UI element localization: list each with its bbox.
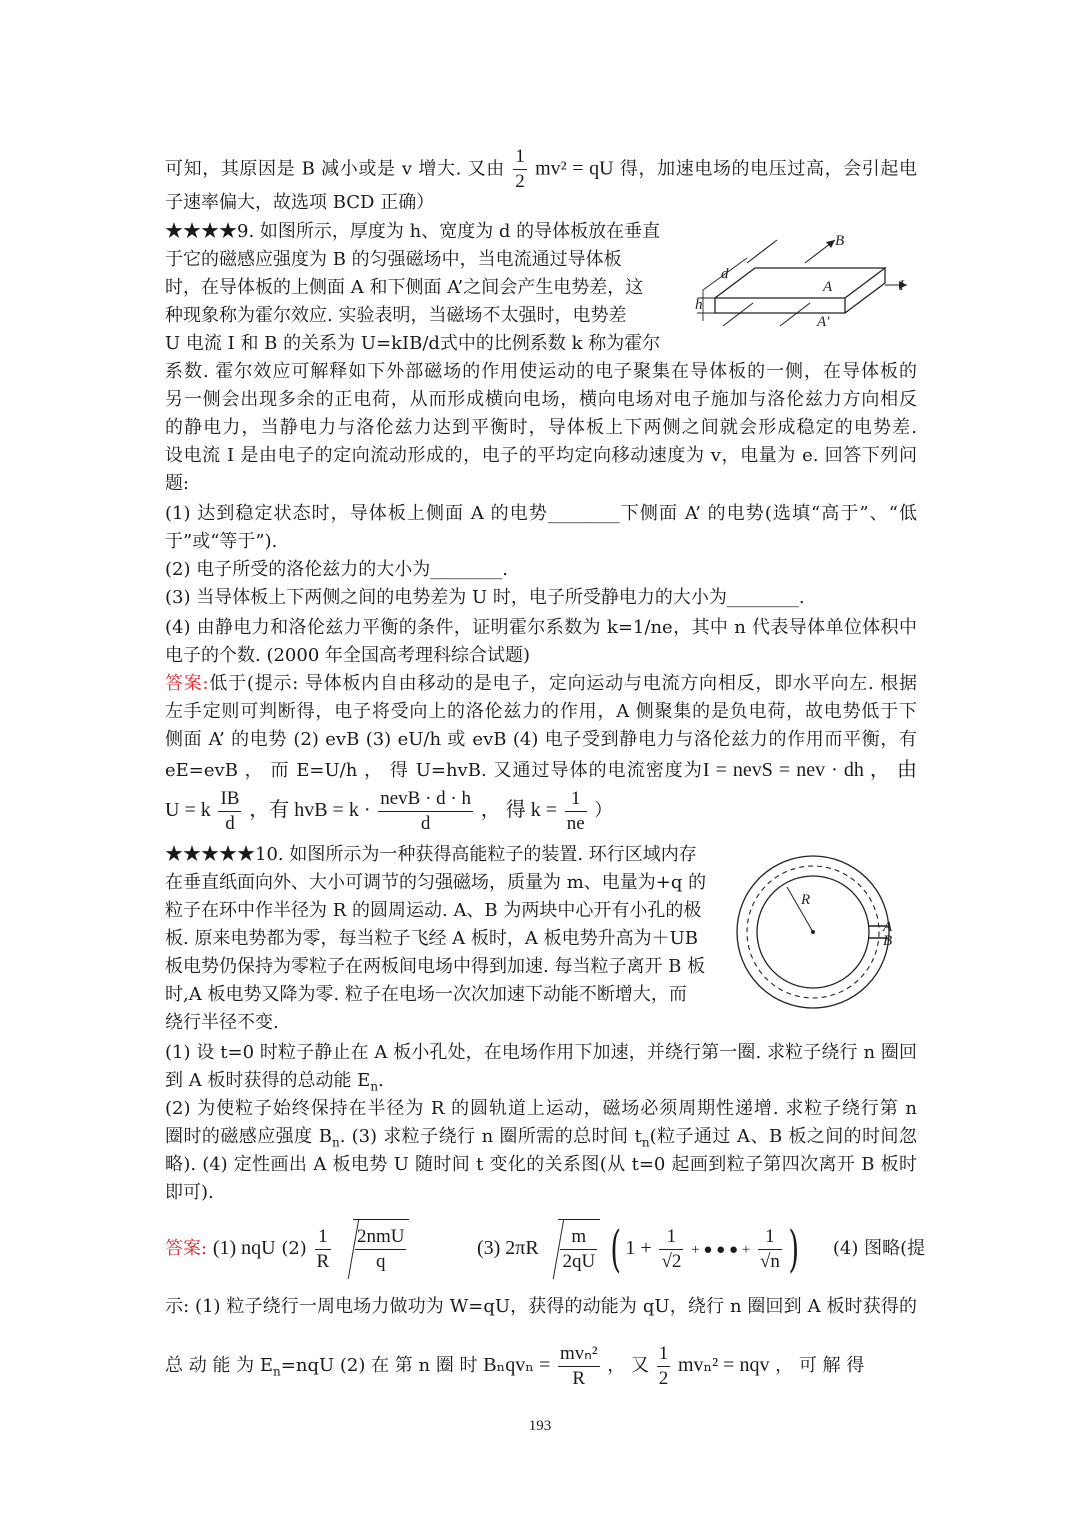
question-10-2: (2) 为使粒子始终保持在半径为 R 的圆轨道上运动，磁场必须周期性递增. 求粒子绕行第 n: [165, 1098, 917, 1119]
label-B: B: [835, 233, 845, 249]
text-line: 另一侧会出现多余的正电荷，从而形成横向电场，横向电场对电子施加与洛伦兹力方向相反: [165, 389, 917, 410]
question-3: (3) 当导体板上下两侧之间的电势差为 U 时，电子所受静电力的大小为________.: [165, 587, 805, 608]
text-line: 即可).: [165, 1182, 214, 1203]
label-A: A: [823, 279, 833, 295]
text-line: U 电流 I 和 B 的关系为 U=kIB/d式中的比例系数 k 称为霍尔: [165, 333, 661, 354]
square-root: $\frac{\text{2nmU}}{q}$: [353, 1219, 410, 1280]
formula-line: U = k $\frac{IB}{d}$ ，有 hvB = k · $\frac{\text{nevB · d · h}}{d}$ ， 得 k = $\frac{1}{ne}$ ）: [165, 787, 613, 834]
text-line: 绕行半径不变.: [165, 1012, 279, 1033]
text-line: 板. 原来电势都为零，每当粒子飞经 A 板时，A 板电势升高为＋UB: [165, 928, 699, 949]
text-line: 略). (4) 定性画出 A 板电势 U 随时间 t 变化的关系图(从 t=0 起画到粒子第四次离开 B 板时: [165, 1154, 917, 1175]
text-line: eE=evB ， 而 E=U/h ， 得 U=hvB. 又通过导体的电流密度为I = nevS = nev · dh ， 由: [165, 759, 917, 781]
problem-10-heading: ★★★★★10. 如图所示为一种获得高能粒子的装置. 环行区域内存: [165, 844, 697, 865]
question-4: (4) 由静电力和洛伦兹力平衡的条件，证明霍尔系数为 k=1/ne，其中 n 代表导体单位体积中: [165, 617, 917, 638]
square-root: $\frac{m}{2qU}$: [558, 1219, 600, 1280]
answer-10: 答案: (1) nqU (2) $\frac{1}{R}$ $\frac{\text{2nmU}}{q}$ (3) 2πR $\frac{m}{2qU}$ ( 1 + $\frac{1}{√2}$ + ● ● ● + $\frac{1}{√n}$ ) (4) 图略(提: [165, 1220, 926, 1278]
text-line: 圈时的磁感应强度 $B_n$. (3) 求粒子绕行 n 圈所需的总时间 $t_n$(粒子通过 A、B 板之间的时间忽: [165, 1126, 917, 1150]
fraction: $\frac{1}{√2}$: [661, 1225, 682, 1272]
fraction: $\frac{1}{√n}$: [759, 1225, 780, 1272]
fraction: $\frac{1}{ne}$: [566, 787, 585, 834]
text-line: 到 A 板时获得的总动能 $E_n$.: [165, 1070, 384, 1094]
hall-effect-figure: [685, 228, 915, 338]
text-line: 于”或“等于”).: [165, 531, 278, 552]
formula-line: 总 动 能 为 $E_n=nqU$ (2) 在 第 n 圈 时 Bₙqvₙ = $\frac{\text{mvₙ²}}{R}$ ， 又 $\frac{1}{2}$ mvₙ² = nqv ， 可 解 得: [165, 1342, 865, 1389]
text-line: 子速率偏大，故选项 BCD 正确）: [165, 192, 435, 213]
label-d: d: [721, 266, 729, 282]
field-line: [780, 303, 810, 326]
page-number: 193: [528, 1418, 552, 1434]
text-line: 左手定则可判断得，电子将受向上的洛伦兹力的作用，A 侧聚集的是负电荷，故电势低于下: [165, 701, 917, 722]
fraction: $\frac{1}{2}$: [515, 146, 525, 192]
accelerator-ring-figure: [735, 852, 900, 1012]
text-line: 时,A 板电势又降为零. 粒子在电场一次次加速下动能不断增大，而: [165, 984, 687, 1005]
text-line: 题:: [165, 473, 190, 494]
text-line: 板电势仍保持为零粒子在两板间电场中得到加速. 每当粒子离开 B 板: [165, 956, 706, 977]
fraction: $\frac{1}{R}$: [316, 1225, 330, 1272]
text-line: 设电流 I 是由电子的定向流动形成的，电子的平均定向移动速度为 v，电量为 e. 回答下列问: [165, 445, 917, 466]
fraction: $\frac{\text{mvₙ²}}{R}$: [559, 1342, 598, 1389]
text-line: 可知，其原因是 B 减小或是 v 增大. 又由 $\frac{1}{2}$ mv² = qU 得，加速电场的电压过高，会引起电: [165, 146, 918, 192]
question-1: (1) 达到稳定状态时，导体板上侧面 A 的电势________下侧面 A’ 的电势(选填“高于”、“低: [165, 503, 917, 524]
text-line: 于它的磁感应强度为 B 的匀强磁场中，当电流通过导体板: [165, 249, 622, 270]
answer-label: 答案:: [165, 673, 209, 694]
label-R: R: [801, 892, 811, 908]
text-line: 种现象称为霍尔效应. 实验表明，当磁场不太强时，电势差: [165, 305, 627, 326]
label-plate-B: B: [883, 933, 893, 949]
text-line: 在垂直纸面向外、大小可调节的匀强磁场，质量为 m、电量为+q 的: [165, 872, 707, 893]
text-line: 电子的个数. (2000 年全国高考理科综合试题): [165, 645, 531, 666]
text-line: 的静电力，当静电力与洛伦兹力达到平衡时，导体板上下两侧之间就会形成稳定的电势差.: [165, 417, 917, 438]
field-line: [747, 240, 777, 263]
problem-9-heading: ★★★★9. 如图所示，厚度为 h、宽度为 d 的导体板放在垂直: [165, 221, 661, 242]
text-line: 粒子在环中作半径为 R 的圆周运动. A、B 为两块中心开有小孔的极: [165, 900, 702, 921]
text-line: 系数. 霍尔效应可解释如下外部磁场的作用使运动的电子聚集在导体板的一侧，在导体板的: [165, 361, 917, 382]
label-h: h: [695, 297, 703, 313]
fraction: $\frac{\text{nevB · d · h}}{d}$: [380, 787, 471, 834]
text-line: 时，在导体板的上侧面 A 和下侧面 A’之间会产生电势差，这: [165, 277, 644, 298]
label-plate-A: A: [883, 919, 893, 935]
answer-9: 答案:低于(提示: 导体板内自由移动的是电子，定向运动与电流方向相反，即水平向左. 根据: [165, 673, 917, 694]
answer-label: 答案:: [165, 1238, 208, 1259]
label-A-prime: A′: [817, 314, 830, 330]
field-line: [723, 303, 753, 326]
text-line: 侧面 A’ 的电势 (2) evB (3) eU/h 或 evB (4) 电子受到静电力与洛伦兹力的作用而平衡，有: [165, 729, 917, 750]
question-10-1: (1) 设 t=0 时粒子静止在 A 板小孔处，在电场作用下加速，并绕行第一圈. 求粒子绕行 n 圈回: [165, 1042, 917, 1063]
label-I: I: [899, 278, 904, 294]
text-line: 示: (1) 粒子绕行一周电场力做功为 W=qU，获得的动能为 qU，绕行 n 圈回到 A 板时获得的: [165, 1296, 917, 1317]
fraction: $\frac{IB}{d}$: [220, 787, 240, 834]
question-2: (2) 电子所受的洛伦兹力的大小为________.: [165, 559, 508, 580]
fraction: $\frac{1}{2}$: [658, 1342, 669, 1389]
